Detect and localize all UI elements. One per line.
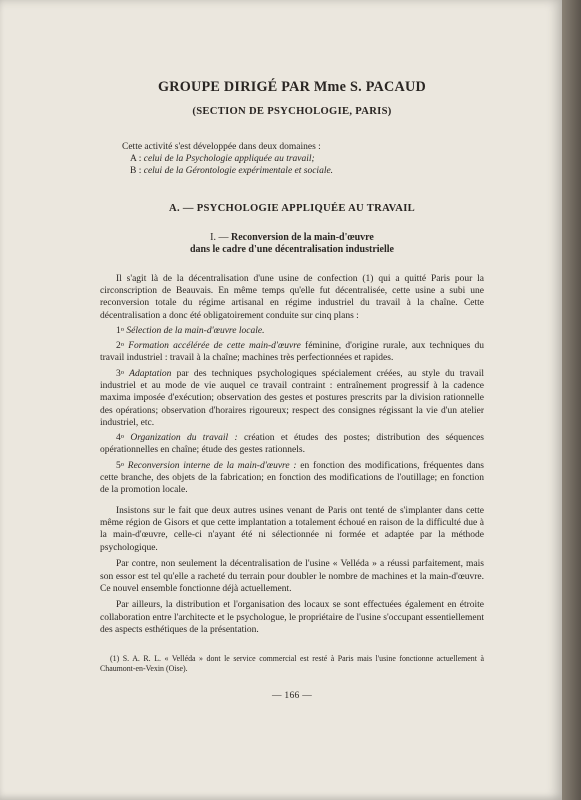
section-a-heading: A. — PSYCHOLOGIE APPLIQUÉE AU TRAVAIL — [169, 202, 415, 214]
plan-item-2 — [100, 340, 484, 365]
plan-4-title: Organization du travail : — [130, 433, 238, 444]
plan-2-title: Formation accélérée de cette main-d'œuvre — [128, 341, 301, 352]
intro-lead: Cette activité s'est développée dans deux domaines : — [122, 142, 321, 152]
page-content — [100, 78, 484, 701]
plan-5-title: Reconversion interne de la main-d'œuvre : — [127, 460, 297, 471]
plan-2-text: féminine, d'origine rurale, aux techniques du travail industriel : travail à la chaîne; machines très perfectionnées et rapides. — [100, 341, 484, 364]
plan-3-number: 3 — [116, 368, 121, 379]
subsection-heading — [100, 232, 484, 257]
plan-item-5 — [100, 460, 484, 497]
plan-3-title: Adaptation — [129, 368, 172, 379]
domain-a-key: A : — [130, 154, 142, 165]
plan-5-ordinal: o — [120, 460, 124, 468]
subsection-title-line2: dans le cadre d'une décentralisation industrielle — [190, 244, 394, 256]
document-title: GROUPE DIRIGÉ PAR Mme S. PACAUD — [157, 79, 427, 95]
subsection-title-line1: Reconversion de la main-d'œuvre — [230, 231, 374, 243]
domain-a-text: celui de la Psychologie appliquée au travail; — [143, 154, 315, 165]
page-number: — 166 — — [271, 690, 313, 701]
intro-domain-b — [122, 165, 484, 177]
intro-domain-a — [122, 153, 484, 165]
plan-1-title: Sélection de la main-d'œuvre locale. — [126, 325, 265, 336]
plan-5-text: en fonction des modifications, fréquentes dans cette branche, des objets de la fabrication; en fonction des modifications de l'outillage; en fonction de la promotion locale. — [100, 460, 484, 496]
plan-item-1 — [100, 325, 484, 337]
paragraph-locaux: Par ailleurs, la distribution et l'organisation des locaux se sont effectuées également en étroite collaboration entre l'architecte et le psychologue, le propriétaire de l'usine s'occupant essentiellement des aspects esthétiques de la présentation. — [100, 600, 484, 635]
domain-b-text: celui de la Gérontologie expérimentale et sociale. — [143, 166, 334, 177]
plan-item-4 — [100, 432, 484, 457]
paragraph-intro: Il s'agit là de la décentralisation d'une usine de confection (1) qui a quitté Paris pour la circonscription de Beauvais. En même temps qu'elle fut décentralisée, cette usine a subi une reconversion totale du régime artisanal en régime industriel du travail à la chaîne. Cette décentralisation a donc été obligatoirement conduite sur cinq plans : — [100, 273, 484, 321]
plan-3-text: par des techniques psychologiques spécialement créées, au style du travail industriel et au mode de vie auquel ce travail contraint : entraînement progressif à la cadence maxima imposée d'exécution; observation des gestes et postures prescrits par la division rationnelle des opérations; observation d'horaires rigoureux; respect des consignes régissant la vie d'un atelier industriel, etc. — [100, 368, 485, 428]
paragraph-velleda: Par contre, non seulement la décentralisation de l'usine « Velléda » a réussi parfaitement, mais son essor est tel qu'elle a racheté du terrain pour doubler le nombre de machines et la main-d'œuvre. Ce nouvel ensemble fonctionne déjà actuellement. — [100, 559, 484, 594]
plan-5-number: 5 — [116, 460, 121, 471]
intro-block — [100, 141, 484, 178]
plan-1-ordinal: o — [120, 325, 124, 333]
footnote: (1) S. A. R. L. « Velléda » dont le service commercial est resté à Paris mais l'usine fonctionne actuellement à Chaumont-en-Vexin (Oise). — [100, 654, 484, 674]
plan-3-ordinal: o — [120, 368, 124, 376]
plan-4-ordinal: o — [120, 433, 124, 441]
plan-item-3 — [100, 368, 484, 429]
plan-1-number: 1 — [116, 325, 121, 336]
body-text — [100, 273, 484, 637]
plan-4-text: création et études des postes; distribution des séquences opérationnelles en chaîne; étude des gestes rationnels. — [100, 433, 484, 456]
domain-b-key: B : — [130, 166, 142, 177]
scan-edge-shadow — [561, 0, 581, 800]
plan-4-number: 4 — [116, 433, 121, 444]
paragraph-gisors: Insistons sur le fait que deux autres usines venant de Paris ont tenté de s'implanter dans cette même région de Gisors et que cette implantation a totalement échoué en raison de la difficulté due à la main-d'œuvre, celle-ci n'ayant été ni sélectionnée ni formée et adaptée par la méthode psychologique. — [100, 505, 484, 553]
subsection-number: I. — — [210, 231, 229, 243]
plan-2-number: 2 — [116, 341, 121, 352]
plan-2-ordinal: o — [120, 341, 124, 349]
document-subtitle: (SECTION DE PSYCHOLOGIE, PARIS) — [192, 106, 392, 117]
